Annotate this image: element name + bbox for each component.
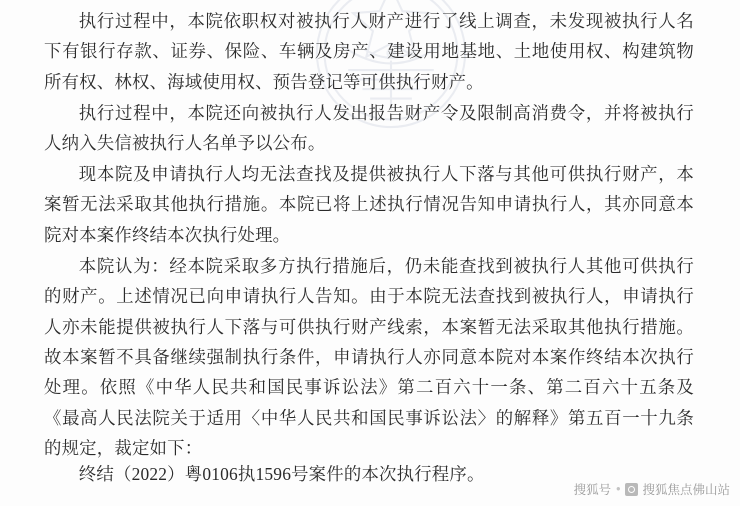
sohu-logo-icon: [625, 483, 638, 496]
source-prefix: 搜狐号: [573, 483, 612, 497]
ruling-text: 终结（2022）粤0106执1596号案件的本次执行程序。: [78, 464, 485, 485]
source-watermark: [574, 480, 730, 498]
paragraph-2: 执行过程中，本院还向被执行人发出报告财产令及限制高消费令，并将被执行人纳入失信被执行人名单予以公布。: [44, 102, 694, 154]
paragraph-1: 执行过程中，本院依职权对被执行人财产进行了线上调查，未发现被执行人名下有银行存款、证券、保险、车辆及房产、建设用地基地、土地使用权、构建筑物所有权、林权、海域使用权、预告登记等可供执行财产。: [44, 11, 694, 92]
source-separator: •: [616, 482, 621, 496]
paragraph-3: 现本院及申请执行人均无法查找及提供被执行人下落与其他可供执行财产，本案暂无法采取其他执行措施。本院已将上述执行情况告知申请执行人，其亦同意本院对本案作终结本次执行处理。: [44, 164, 694, 245]
source-name: 搜狐焦点佛山站: [642, 483, 730, 497]
paragraph-4: 本院认为：经本院采取多方执行措施后，仍未能查找到被执行人其他可供执行的财产。上述情况已向申请执行人告知。由于本院无法查找到被执行人，申请执行人亦未能提供被执行人下落与可供执行财产线索，本案暂无法采取其他执行措施。故本案暂不具备继续强制执行条件，申请执行人亦同意本院对本案作终结本次执行处理。依照《中华人民共和国民事诉讼法》第二百六十一条、第二百六十五条及《最高人民法院关于适用〈中华人民共和国民事诉讼法〉的解释》第五百一十九条的规定，裁定如下：: [44, 255, 694, 459]
